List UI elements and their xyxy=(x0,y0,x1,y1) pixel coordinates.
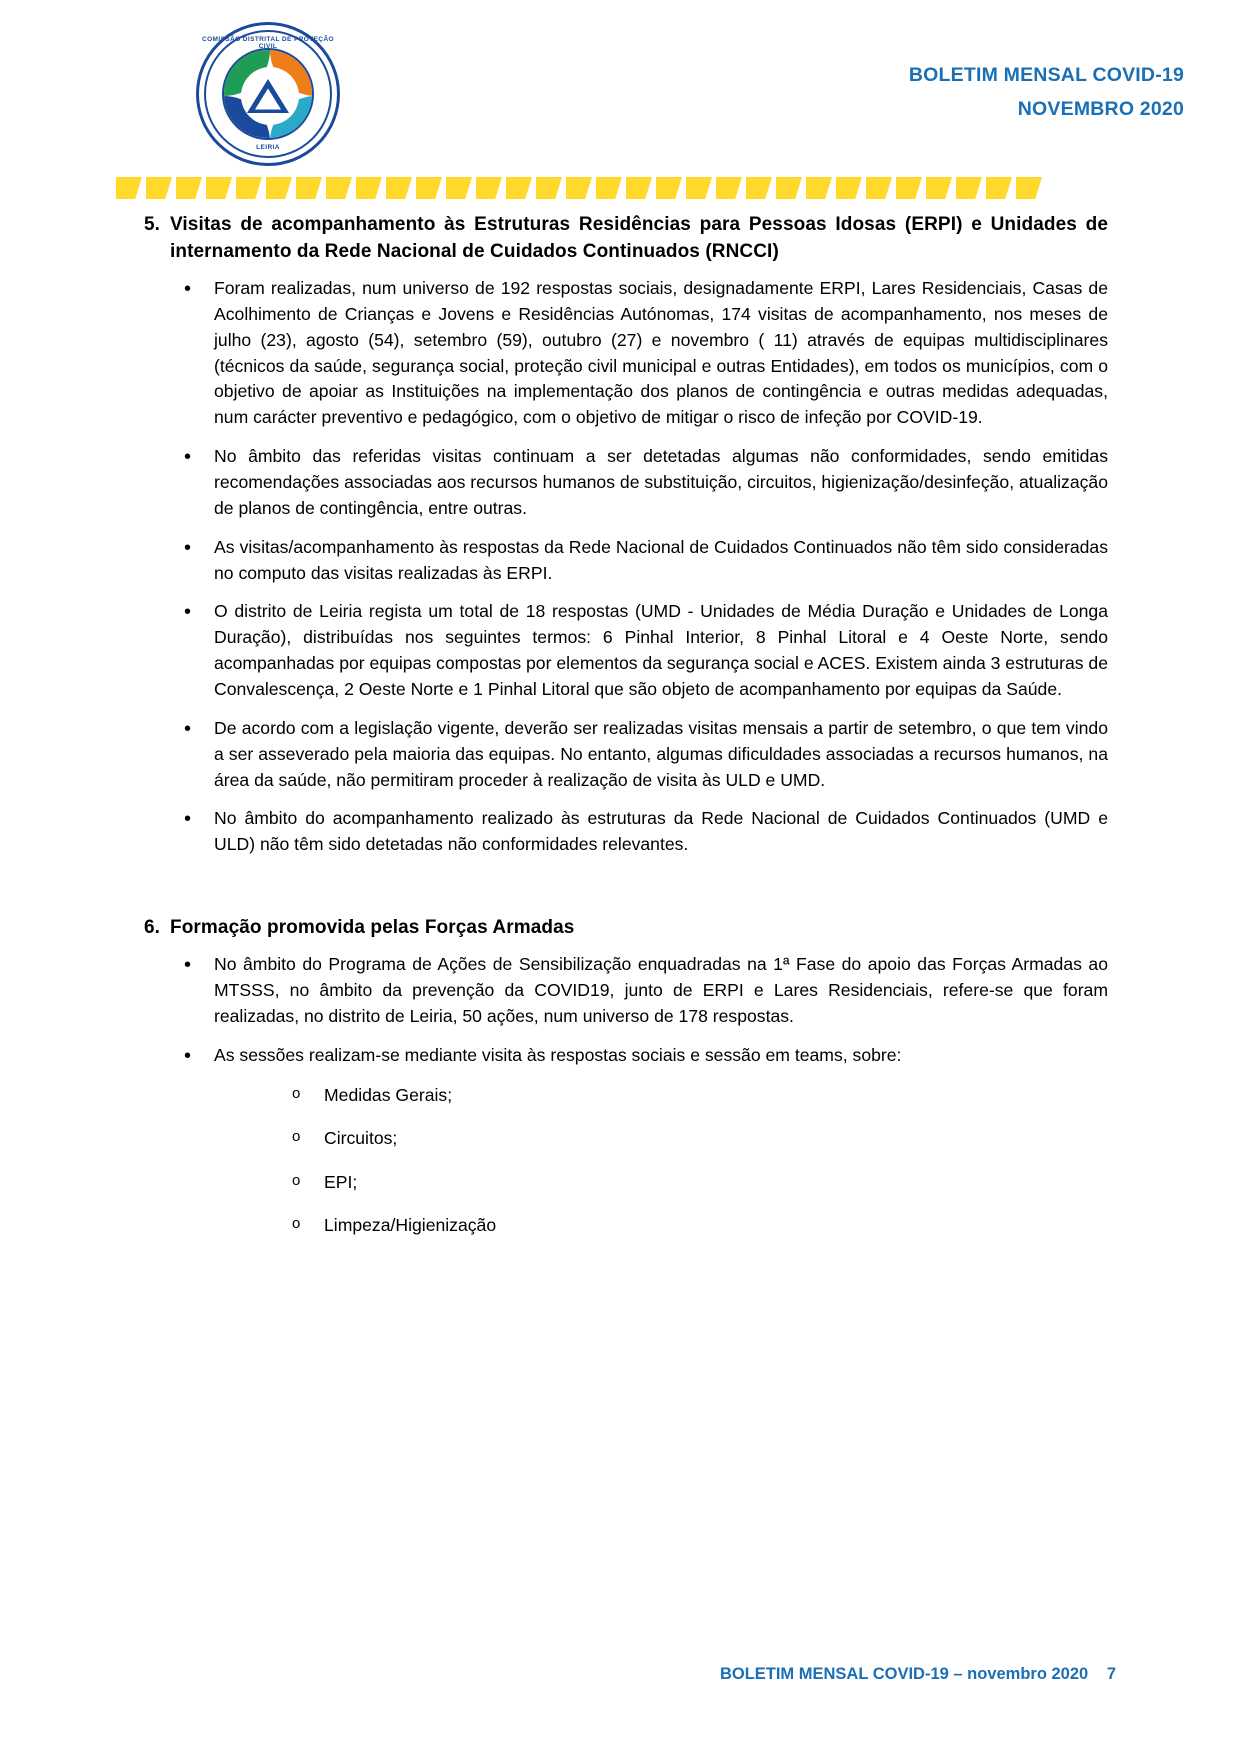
chevron-shape xyxy=(686,177,712,199)
chevron-shape xyxy=(716,177,742,199)
section-spacer xyxy=(132,871,1108,915)
list-item xyxy=(170,1043,1108,1239)
section-6-number: 6. xyxy=(143,917,160,939)
header-titles xyxy=(909,58,1184,126)
civil-protection-logo xyxy=(196,22,340,166)
list-item: • No âmbito do Programa de Ações de Sensibilização enquadradas na 1ª Fase do apoio das Forças Armadas ao MTSSS, no âmbito da prevenção da COVID19, junto de ERPI e Lares Residenciais, refere-se que foram realizadas, no distrito de Leiria, 50 ações, num universo de 178 respostas. xyxy=(170,952,1108,1030)
chevron-shape xyxy=(626,177,652,199)
chevron-shape xyxy=(416,177,442,199)
list-item: • As visitas/acompanhamento às respostas da Rede Nacional de Cuidados Continuados não têm sido consideradas no computo das visitas realizadas às ERPI. xyxy=(170,535,1108,587)
chevron-shape xyxy=(386,177,412,199)
chevron-shape xyxy=(806,177,832,199)
page-number: 7 xyxy=(1106,1665,1116,1683)
section-5 xyxy=(132,212,1108,858)
header-title-main: BOLETIM MENSAL COVID-19 xyxy=(908,64,1184,86)
chevron-shape xyxy=(356,177,382,199)
page-header xyxy=(0,0,1240,170)
chevron-shape xyxy=(836,177,862,199)
section-5-number: 5. xyxy=(143,214,160,235)
logo-triangle-inner-icon xyxy=(255,89,281,110)
chevron-shape xyxy=(956,177,982,199)
chevron-shape xyxy=(146,177,172,199)
chevron-shape xyxy=(236,177,262,199)
list-item: • No âmbito do acompanhamento realizado às estruturas da Rede Nacional de Cuidados Continuados (UMD e ULD) não têm sido detetadas não conformidades relevantes. xyxy=(170,806,1108,858)
list-item: • Foram realizadas, num universo de 192 respostas sociais, designadamente ERPI, Lares Residenciais, Casas de Acolhimento de Crianças e Jovens e Residências Autónomas, 174 visitas de acompanhamento, nos meses de julho (23), agosto (54), setembro (59), outubro (27) e novembro ( 11) através de equipas multidisciplinares (técnicos da saúde, segurança social, proteção civil municipal e outras Entidades), em todos os municípios, com o objetivo de apoiar as Instituições na implementação dos planos de contingência e outras medidas adequadas, num carácter preventivo e pedagógico, com o objetivo de mitigar o risco de infeção por COVID-19. xyxy=(170,276,1108,431)
section-5-heading xyxy=(132,212,1108,266)
section-6-sub-list xyxy=(214,1083,1108,1239)
logo-emblem xyxy=(222,48,314,140)
sub-list-item: o EPI; xyxy=(282,1170,1108,1196)
section-5-bullet-list xyxy=(132,276,1108,858)
list-item-text: As sessões realizam-se mediante visita às respostas sociais e sessão em teams, sobre: xyxy=(214,1044,902,1065)
chevron-shape xyxy=(566,177,592,199)
page-footer xyxy=(0,1665,1240,1684)
chevron-shape xyxy=(506,177,532,199)
chevron-shape xyxy=(266,177,292,199)
header-title-sub: NOVEMBRO 2020 xyxy=(1017,98,1184,121)
sub-list-item: o Medidas Gerais; xyxy=(282,1083,1108,1109)
chevron-shape xyxy=(926,177,952,199)
section-6 xyxy=(132,915,1108,1238)
footer-text: BOLETIM MENSAL COVID-19 – novembro 2020 xyxy=(719,1665,1089,1683)
chevron-shape xyxy=(476,177,502,199)
chevron-shape xyxy=(1016,177,1042,199)
chevron-shape xyxy=(776,177,802,199)
chevron-shape xyxy=(866,177,892,199)
section-6-bullet-list xyxy=(132,952,1108,1238)
list-item: • O distrito de Leiria regista um total de 18 respostas (UMD - Unidades de Média Duração e Unidades de Longa Duração), distribuídas nos seguintes termos: 6 Pinhal Interior, 8 Pinhal Litoral e 4 Oeste Norte, sendo acompanhadas por equipas compostas por elementos da segurança social e ACES. Existem ainda 3 estruturas de Convalescença, 2 Oeste Norte e 1 Pinhal Litoral que são objeto de acompanhamento por equipas da Saúde. xyxy=(170,599,1108,702)
chevron-shape xyxy=(656,177,682,199)
document-content xyxy=(0,212,1240,1257)
decorative-chevron-strip xyxy=(116,177,1092,199)
logo-top-text: COMISSÃO DISTRITAL DE PROTEÇÃO CIVIL xyxy=(201,36,334,50)
list-item: • No âmbito das referidas visitas continuam a ser detetadas algumas não conformidades, sendo emitidas recomendações associadas aos recursos humanos de substituição, circuitos, higienização/desinfeção, atualização de planos de contingência, entre outras. xyxy=(170,444,1108,522)
chevron-shape xyxy=(176,177,202,199)
chevron-shape xyxy=(536,177,562,199)
logo-bottom-text: LEIRIA xyxy=(256,144,280,151)
sub-list-item: o Circuitos; xyxy=(282,1126,1108,1152)
section-5-title: Visitas de acompanhamento às Estruturas Residências para Pessoas Idosas (ERPI) e Unidades de internamento da Rede Nacional de Cuidados Continuados (RNCCI) xyxy=(170,214,1108,262)
section-6-title: Formação promovida pelas Forças Armadas xyxy=(170,917,575,939)
list-item: • De acordo com a legislação vigente, deverão ser realizadas visitas mensais a partir de setembro, o que tem vindo a ser asseverado pela maioria das equipas. No entanto, algumas dificuldades associadas a recursos humanos, na área da saúde, não permitiram proceder à realização de visita às ULD e UMD. xyxy=(170,716,1108,794)
chevron-shape xyxy=(116,177,142,199)
chevron-shape xyxy=(986,177,1012,199)
chevron-shape xyxy=(206,177,232,199)
chevron-shape xyxy=(446,177,472,199)
sub-list-item: o Limpeza/Higienização xyxy=(282,1213,1108,1239)
chevron-shape xyxy=(326,177,352,199)
chevron-shape xyxy=(746,177,772,199)
chevron-shape xyxy=(296,177,322,199)
chevron-shape xyxy=(896,177,922,199)
chevron-shape xyxy=(596,177,622,199)
section-6-heading xyxy=(132,915,1108,942)
